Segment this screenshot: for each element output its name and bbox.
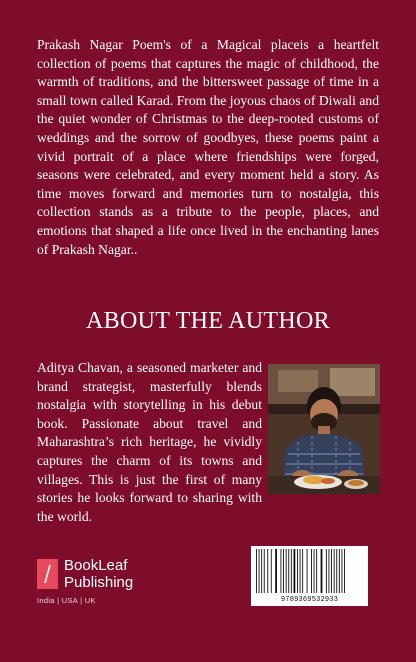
barcode-bar bbox=[264, 549, 265, 593]
publisher-logo bbox=[37, 557, 177, 609]
back-cover-blurb: Prakash Nagar Poem's of a Magical placeis a heartfelt collection of poems that captures the magic of childhood, the warmth of traditions, and the bittersweet passage of time in a small town called Karad. From the joyous chaos of Diwali and the quiet wonder of Christmas to the deep-rooted customs of weddings and the sorrow of goodbyes, these poems paint a vivid portrait of a place where friendships were forged, seasons were celebrated, and every moment held a story. As time moves forward and memories turn to nostalgia, this collection stands as a tribute to the people, places, and emotions that shaped a life once lived in the enchanting lanes of Prakash Nagar.. bbox=[37, 37, 379, 257]
barcode-bar bbox=[342, 549, 343, 593]
barcode-bar bbox=[302, 549, 303, 593]
barcode-bar bbox=[267, 549, 268, 593]
isbn-number: 9789369532933 bbox=[280, 596, 339, 604]
barcode-bar bbox=[271, 549, 272, 593]
barcode-bar bbox=[307, 549, 308, 593]
barcode-bar bbox=[259, 549, 260, 593]
publisher-regions: India | USA | UK bbox=[37, 596, 96, 605]
barcode-bar bbox=[283, 549, 284, 593]
barcode-bar bbox=[336, 549, 337, 593]
author-photo bbox=[268, 364, 380, 494]
publisher-name-line2: Publishing bbox=[64, 574, 134, 591]
barcode-bar bbox=[339, 549, 340, 593]
barcode-bar bbox=[256, 549, 257, 593]
barcode-bar bbox=[329, 549, 330, 593]
barcode-bar bbox=[326, 549, 327, 593]
about-author-heading: ABOUT THE AUTHOR bbox=[86, 308, 330, 334]
barcode-bar bbox=[297, 549, 298, 593]
barcode-bar bbox=[321, 549, 323, 593]
barcode-bar bbox=[344, 549, 345, 593]
barcode-bar bbox=[300, 549, 301, 593]
publisher-name bbox=[64, 557, 133, 591]
barcode-bar bbox=[311, 549, 312, 593]
barcode-bar bbox=[275, 549, 277, 593]
barcode-bar bbox=[261, 549, 262, 593]
barcode-bar bbox=[314, 549, 315, 593]
barcode-bar bbox=[316, 549, 317, 593]
author-bio: Aditya Chavan, a seasoned marketer and brand strategist, masterfully blends nostalgia with storytelling in his debut book. Passionate about travel and Maharashtra’s rich heritage, he vividly captures the charm of its towns and villages. This is just the first of many stories he looks forward to sharing with the world. bbox=[37, 360, 262, 524]
barcode-bar bbox=[291, 549, 292, 593]
publisher-name-line1: BookLeaf bbox=[64, 557, 128, 574]
barcode-bar bbox=[294, 549, 296, 593]
barcode-bar bbox=[286, 549, 287, 593]
barcode-bar bbox=[288, 549, 289, 593]
barcode-bar bbox=[281, 549, 282, 593]
publisher-slash-icon bbox=[37, 559, 58, 589]
barcode-bars bbox=[254, 549, 365, 593]
barcode-bar bbox=[334, 549, 335, 593]
barcode-bar bbox=[331, 549, 332, 593]
isbn-barcode bbox=[251, 546, 368, 606]
